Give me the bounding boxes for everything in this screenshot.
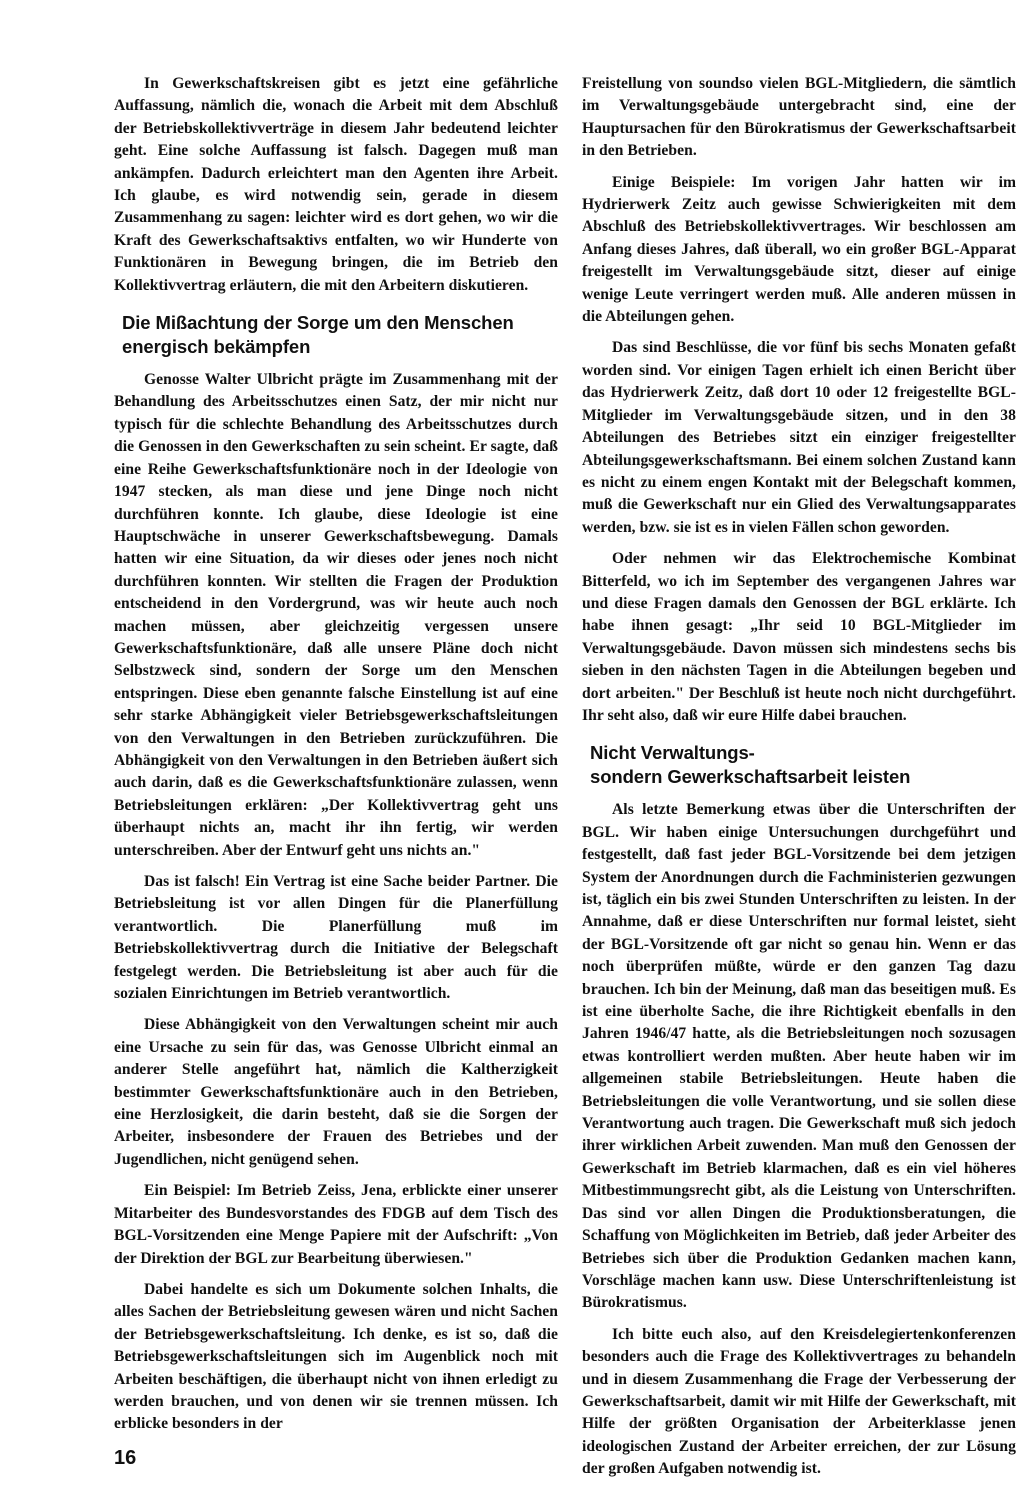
- paragraph: Oder nehmen wir das Elektrochemische Kombinat Bitterfeld, wo ich im September des vergangenen Jahres war und diese Fragen damals den Genossen der BGL erklärte. Ich habe ihnen gesagt: „Ihr seid 10 BGL-Mitglieder im Verwaltungsgebäude. Davon müssen sich mindestens sechs bis sieben in den nächsten Tagen in die Abteilungen begeben und dort arbeiten." Der Beschluß ist heute noch nicht durchgeführt. Ihr seht also, daß wir eure Hilfe dabei brauchen.: [582, 550, 1016, 724]
- page-number: 16: [114, 1447, 137, 1469]
- paragraph: In Gewerkschaftskreisen gibt es jetzt eine gefährliche Auffassung, nämlich die, wonach die Arbeit mit dem Abschluß der Betriebskollektivverträge in diesem Jahr bedeutend leichter geht. Eine solche Auffassung ist falsch. Dagegen muß man ankämpfen. Dadurch erleichtert man den Agenten ihre Arbeit. Ich glaube, es wird notwendig sein, gerade in diesem Zusammenhang zu sagen: leichter wird es dort gehen, wo wir die Kraft des Gewerkschaftsaktivs entfalten, wo wir Hunderte von Funktionären in Bewegung bringen, die im Betrieb den Kollektivvertrag erläutern, die mit den Arbeitern diskutieren.: [114, 75, 558, 294]
- paragraph: Dabei handelte es sich um Dokumente solchen Inhalts, die alles Sachen der Betriebsleitung gewesen wären und nicht Sachen der Betriebsgewerkschaftsleitung. Ich denke, es ist so, daß die Betriebsgewerkschaftsleitungen sich im Augenblick noch mit Arbeiten beschäftigen, die überhaupt nicht von ihnen erledigt zu werden brauchen, und von denen wir sie trennen müssen. Ich erblicke besonders in der: [114, 1280, 558, 1433]
- paragraph: Einige Beispiele: Im vorigen Jahr hatten wir im Hydrierwerk Zeitz auch gewisse Schwierigkeiten mit dem Abschluß des Betriebskollektivvertrages. Wir beschlossen am Anfang dieses Jahres, daß überall, wo ein großer BGL-Apparat freigestellt im Verwaltungsgebäude sitzt, dieser auf einige wenige Leute verringert werden muß. Alle anderen müssen in die Abteilungen gehen.: [582, 173, 1016, 326]
- section-heading: [122, 311, 558, 359]
- paragraph: Als letzte Bemerkung etwas über die Unterschriften der BGL. Wir haben einige Untersuchungen durchgeführt und festgestellt, daß fast jeder BGL-Vorsitzende bei dem jetzigen System der Anordnungen durch die Fachministerien gezwungen ist, täglich ein bis zwei Stunden Unterschriften zu leisten. In der Annahme, daß er diese Unterschriften nur formal leistet, sieht der BGL-Vorsitzende oft gar nicht so genau hin. Wenn er das noch überprüfen müßte, würde er den ganzen Tag dazu brauchen. Ich bin der Meinung, daß man das beseitigen muß. Es ist eine überholte Sache, die ihre Richtigkeit ebenfalls in den Jahren 1946/47 hatte, als die Betriebsleitungen noch sozusagen etwas kontrolliert werden mußten. Aber heute haben wir im allgemeinen stabile Betriebsleitungen. Heute haben die Betriebsleitungen die volle Verantwortung, und sie sollen diese Verantwortung auch tragen. Die Gewerkschaft muß sich jedoch ihrer wirklichen Arbeit zuwenden. Man muß den Genossen der Gewerkschaft im Betrieb klarmachen, daß es ein viel höheres Mitbestimmungsrecht gibt, als die Leistung von Unterschriften. Das sind vor allen Dingen die Produktionsberatungen, die Schaffung von Möglichkeiten im Betrieb, daß jeder Arbeiter des Betriebes sich über die Produktion Gedanken machen kann, Vorschläge machen kann usw. Diese Unterschriftenleistung ist Bürokratismus.: [582, 801, 1016, 1312]
- heading-line: energisch bekämpfen: [122, 336, 311, 358]
- paragraph: Freistellung von soundso vielen BGL-Mitgliedern, die sämtlich im Verwaltungsgebäude untergebracht sind, eine der Hauptursachen für den Bürokratismus der Gewerkschaftsarbeit in den Betrieben.: [582, 75, 1016, 160]
- paragraph: Ein Beispiel: Im Betrieb Zeiss, Jena, erblickte einer unserer Mitarbeiter des Bundesvorstandes des FDGB auf dem Tisch des BGL-Vorsitzenden eine Menge Papiere mit der Aufschrift: „Von der Direktion der BGL zur Bearbeitung überwiesen.": [114, 1182, 558, 1267]
- paragraph: Genosse Walter Ulbricht prägte im Zusammenhang mit der Behandlung des Arbeitsschutzes einen Satz, der mir nicht nur typisch für die schlechte Behandlung des Arbeitsschutzes durch die Genossen in den Gewerkschaften zu sein scheint. Er sagte, daß eine Reihe Gewerkschaftsfunktionäre noch in der Ideologie von 1947 stecken, als man diese und jene Dinge noch nicht durchführen konnte. Ich glaube, diese Ideologie ist eine Hauptschwäche in unserer Gewerkschaftsbewegung. Damals hatten wir eine Situation, da wir dieses oder jenes noch nicht durchführen konnten. Wir stellten die Fragen der Produktion entscheidend in den Vordergrund, was wir heute auch noch machen müssen, aber gleichzeitig vergessen unsere Gewerkschaftsfunktionäre, daß alle unsere Pläne doch nicht Selbstzweck sind, sondern der Sorge um den Menschen entspringen. Diese eben genannte falsche Einstellung ist auf eine sehr starke Abhängigkeit vieler Betriebsgewerkschaftsleitungen von den Verwaltungen in den Betrieben zurückzuführen. Die Abhängigkeit von den Verwaltungen in den Betrieben äußert sich auch darin, daß es die Gewerkschaftsfunktionäre zulassen, wenn Betriebsleitungen erklären: „Der Kollektivvertrag geht uns überhaupt nichts an, macht ihr ihn fertig, wir werden unterschreiben. Aber der Entwurf geht uns nichts an.": [114, 371, 558, 859]
- paragraph: Das ist falsch! Ein Vertrag ist eine Sache beider Partner. Die Betriebsleitung ist vor allen Dingen für die Planerfüllung verantwortlich. Die Planerfüllung muß im Betriebskollektivvertrag durch die Initiative der Belegschaft festgelegt werden. Die Betriebsleitung ist aber auch für die sozialen Einrichtungen im Betrieb verantwortlich.: [114, 873, 558, 1003]
- paragraph: Das sind Beschlüsse, die vor fünf bis sechs Monaten gefaßt worden sind. Vor einigen Tagen erhielt ich einen Bericht über das Hydrierwerk Zeitz, daß dort 10 oder 12 freigestellte BGL-Mitglieder im Verwaltungsgebäude sitzen, und in den 38 Abteilungen des Betriebes sitzt ein einziger freigestellter Abteilungsgewerkschaftsmann. Bei einem solchen Zustand kann es nicht zu einem engen Kontakt mit der Belegschaft kommen, muß die Gewerkschaft nur ein Glied des Verwaltungsapparates werden, bzw. sie ist es in vielen Fällen schon geworden.: [582, 339, 1016, 536]
- heading-line: Nicht Verwaltungs-: [590, 742, 755, 764]
- left-column: [114, 73, 558, 1445]
- paragraph: Diese Abhängigkeit von den Verwaltungen scheint mir auch eine Ursache zu sein für das, was Genosse Ulbricht einmal an anderer Stelle angeführt hat, nämlich die Kaltherzigkeit bestimmter Gewerkschaftsfunktionäre auch in den Betrieben, eine Herzlosigkeit, die darin besteht, daß sie die Sorgen der Arbeiter, insbesondere der Frauen des Betriebes und der Jugendlichen, nicht genügend sehen.: [114, 1016, 558, 1168]
- section-heading: [590, 741, 1016, 789]
- heading-line: Die Mißachtung der Sorge um den Menschen: [122, 312, 514, 334]
- heading-line: sondern Gewerkschaftsarbeit leisten: [590, 766, 911, 788]
- right-column: [582, 73, 1016, 1490]
- paragraph: Ich bitte euch also, auf den Kreisdelegiertenkonferenzen besonders auch die Frage des Kollektivvertrages zu behandeln und in diesem Zusammenhang die Frage der Verbesserung der Gewerkschaftsarbeit, damit wir mit Hilfe der Gewerkschaft, mit Hilfe der größten Organisation der Arbeiterklasse jenen ideologischen Zustand der Arbeiter erreichen, der zur Lösung der großen Aufgaben notwendig ist.: [582, 1325, 1016, 1478]
